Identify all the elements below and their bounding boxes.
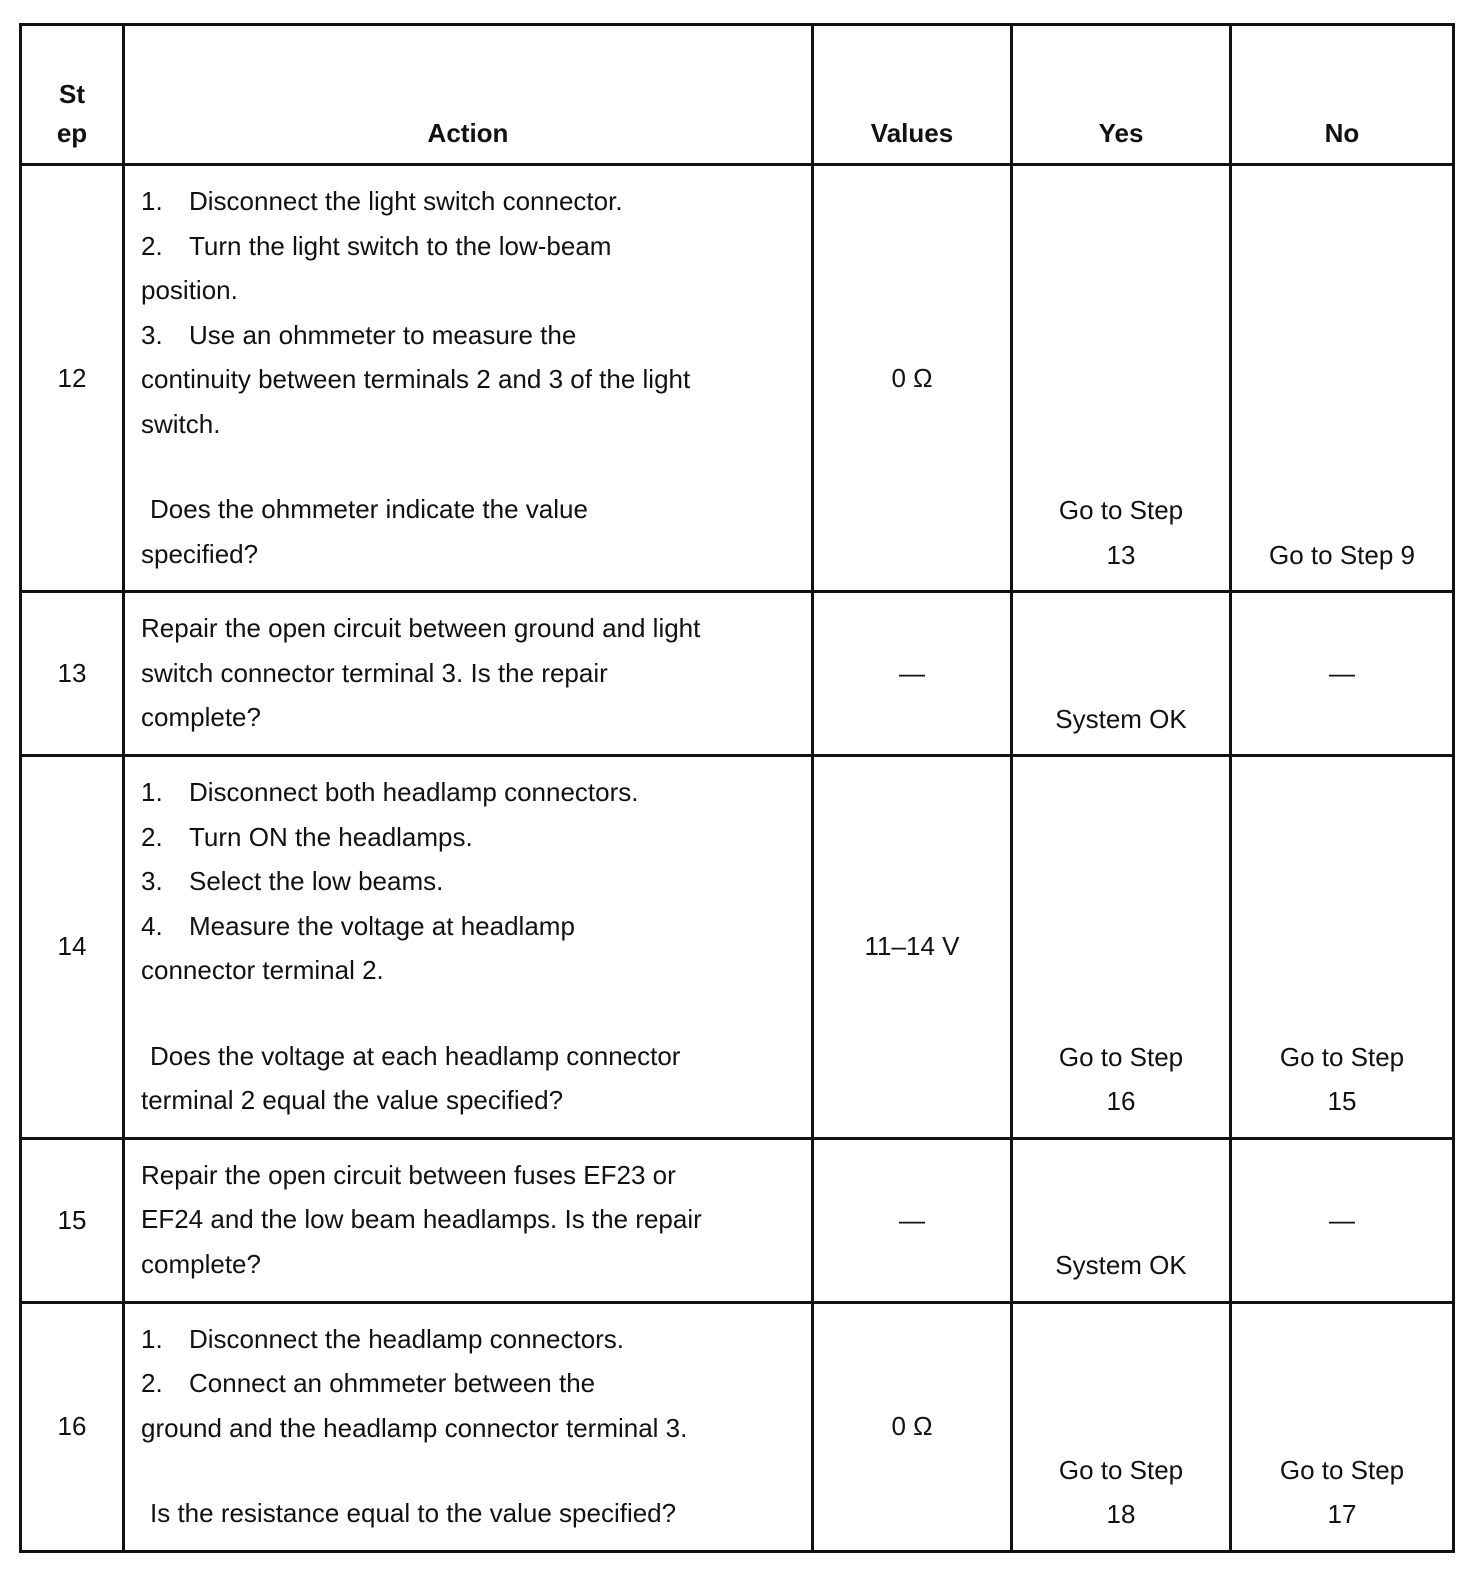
step-number: 15 [21,1138,124,1302]
header-row [21,25,1454,165]
diagnostic-table [19,23,1455,1553]
list-item: 1. Disconnect the headlamp connectors. [141,1323,625,1354]
list-item-continuation: connector terminal 2. [141,955,384,985]
yes-cell: Go to Step 18 [1012,1302,1231,1551]
list-item: 3. Select the low beams. [141,866,444,896]
list-item-continuation: continuity between terminals 2 and 3 of the light [141,364,691,394]
list-item-continuation: switch. [141,408,221,439]
step-number: 13 [21,592,124,756]
list-item-continuation: position. [141,275,238,305]
yes-cell: Go to Step 13 [1012,165,1231,592]
yes-header: Yes [1012,25,1231,165]
step-header: St ep [21,25,124,165]
values-header: Values [813,25,1012,165]
table-row [21,165,1454,592]
action-cell [124,1302,813,1551]
list-item: 4. Measure the voltage at headlamp [141,910,575,941]
no-cell: Go to Step 17 [1231,1302,1454,1551]
step-number: 14 [21,756,124,1139]
action-header: Action [124,25,813,165]
value-cell: — [813,592,1012,756]
question-text: Does the ohmmeter indicate the value [150,494,588,524]
value-cell: — [813,1138,1012,1302]
no-cell: — [1231,592,1454,756]
table-row [21,1302,1454,1551]
action-cell: Repair the open circuit between ground and light switch connector terminal 3. Is the repair complete? [124,592,813,756]
action-cell [124,165,813,592]
list-item: 2. Connect an ohmmeter between the [141,1368,596,1398]
question-text: Is the resistance equal to the value specified? [150,1498,677,1528]
question-text: Does the voltage at each headlamp connector [150,1040,681,1071]
list-item: 3. Use an ohmmeter to measure the [141,319,577,350]
table-row [21,592,1454,756]
list-item: 1. Disconnect the light switch connector. [141,186,623,216]
question-text: specified? [141,538,259,569]
list-item: 2. Turn ON the headlamps. [141,821,473,852]
action-cell [124,756,813,1139]
table-row [21,756,1454,1139]
yes-cell: Go to Step 16 [1012,756,1231,1139]
table-row [21,1138,1454,1302]
list-item: 2. Turn the light switch to the low-beam [141,230,612,261]
question-text: terminal 2 equal the value specified? [141,1085,564,1115]
value-cell: 11–14 V [813,756,1012,1139]
no-header: No [1231,25,1454,165]
value-cell: 0 Ω [813,165,1012,592]
no-cell: — [1231,1138,1454,1302]
step-number: 12 [21,165,124,592]
yes-cell: System OK [1012,1138,1231,1302]
no-cell: Go to Step 15 [1231,756,1454,1139]
no-cell: Go to Step 9 [1231,165,1454,592]
yes-cell: System OK [1012,592,1231,756]
step-number: 16 [21,1302,124,1551]
value-cell: 0 Ω [813,1302,1012,1551]
list-item: 1. Disconnect both headlamp connectors. [141,777,639,807]
list-item-continuation: ground and the headlamp connector terminal 3. [141,1412,688,1443]
action-cell: Repair the open circuit between fuses EF23 or EF24 and the low beam headlamps. Is the repair complete? [124,1138,813,1302]
